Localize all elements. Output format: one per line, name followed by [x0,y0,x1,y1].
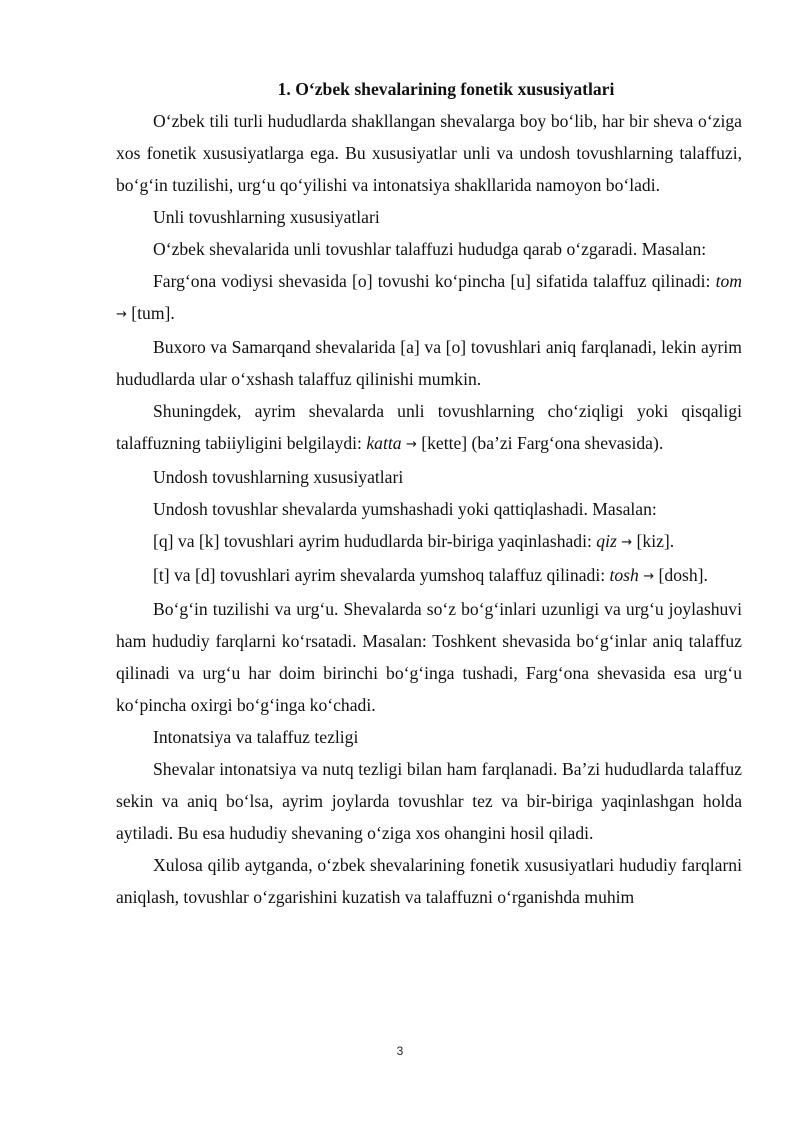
example-result-kette: [kette] (ba’zi Farg‘ona shevasida). [416,433,664,453]
arrow-icon: → [621,535,633,550]
arrow-icon: → [116,307,127,322]
vowels-paragraph-4 [116,395,742,461]
syllable-stress-paragraph: Bo‘g‘in tuzilishi va urg‘u. Shevalarda so‘z bo‘g‘inlari uzunligi va urg‘u joylashuvi ham hududiy farqlarni ko‘rsatadi. Masalan: Toshkent shevasida bo‘g‘inlar aniq talaffuz qilinadi va urg‘u har doim birinchi bo‘g‘inga tushadi, Farg‘ona shevasida esa urg‘u ko‘pincha oxirgi bo‘g‘inga ko‘chadi. [116,599,742,715]
consonants-paragraph-2 [116,525,742,559]
consonants-paragraph-3-text: [t] va [d] tovushlari ayrim shevalarda yumshoq talaffuz qilinadi: [153,565,610,585]
conclusion-paragraph: Xulosa qilib aytganda, o‘zbek shevalarining fonetik xususiyatlari hududiy farqlarni aniqlash, tovushlar o‘zgarishini kuzatish va talaffuzni o‘rganishda muhim [116,855,742,907]
example-result-tum: [tum]. [126,303,175,323]
vowels-paragraph-1: O‘zbek shevalarida unli tovushlar talaffuzi hududga qarab o‘zgaradi. Masalan: [153,239,707,259]
subheading-intonation: Intonatsiya va talaffuz tezligi [153,727,359,747]
consonants-paragraph-1: Undosh tovushlar shevalarda yumshashadi yoki qattiqlashadi. Masalan: [153,499,657,519]
intonation-paragraph: Shevalar intonatsiya va nutq tezligi bilan ham farqlanadi. Ba’zi hududlarda talaffuz sekin va aniq bo‘lsa, ayrim joylarda tovushlar tez va bir-biriga yaqinlashgan holda aytiladi. Bu esa hududiy shevaning o‘ziga xos ohangini hosil qiladi. [116,759,742,843]
subheading-vowels: Unli tovushlarning xususiyatlari [153,207,380,227]
consonants-paragraph-2-text: [q] va [k] tovushlari ayrim hududlarda bir-biriga yaqinlashadi: [153,531,597,551]
example-word-tosh: tosh [609,565,639,585]
vowels-paragraph-4-text: Shuningdek, ayrim shevalarda unli tovushlarning cho‘ziqligi yoki qisqaligi talaffuzning tabiiyligini belgilaydi: [116,401,742,453]
consonants-paragraph-3 [116,559,742,593]
vowels-paragraph-3: Buxoro va Samarqand shevalarida [a] va [o] tovushlari aniq farqlanadi, lekin ayrim hududlarda ular o‘xshash talaffuz qilinishi mumkin. [116,337,742,389]
arrow-icon: → [643,569,655,584]
example-result-dosh: [dosh]. [654,565,708,585]
arrow-icon: → [405,437,417,452]
page-content [116,73,742,913]
example-word-qiz: qiz [596,531,617,551]
example-word-katta: katta [366,433,402,453]
page-number: 3 [396,1044,404,1058]
intro-paragraph: O‘zbek tili turli hududlarda shakllangan shevalarga boy bo‘lib, har bir sheva o‘ziga xos fonetik xususiyatlarga ega. Bu xususiyatlar unli va undosh tovushlarning talaffuzi, bo‘g‘in tuzilishi, urg‘u qo‘yilishi va intonatsiya shakllarida namoyon bo‘ladi. [116,111,742,195]
vowels-paragraph-2-text: Farg‘ona vodiysi shevasida [o] tovushi ko‘pincha [u] sifatida talaffuz qilinadi: [153,271,716,291]
example-result-kiz: [kiz]. [632,531,675,551]
example-word-tom: tom [715,271,742,291]
section-title: 1. O‘zbek shevalarining fonetik xususiyatlari [277,79,615,99]
vowels-paragraph-2 [116,265,742,331]
subheading-consonants: Undosh tovushlarning xususiyatlari [153,467,404,487]
